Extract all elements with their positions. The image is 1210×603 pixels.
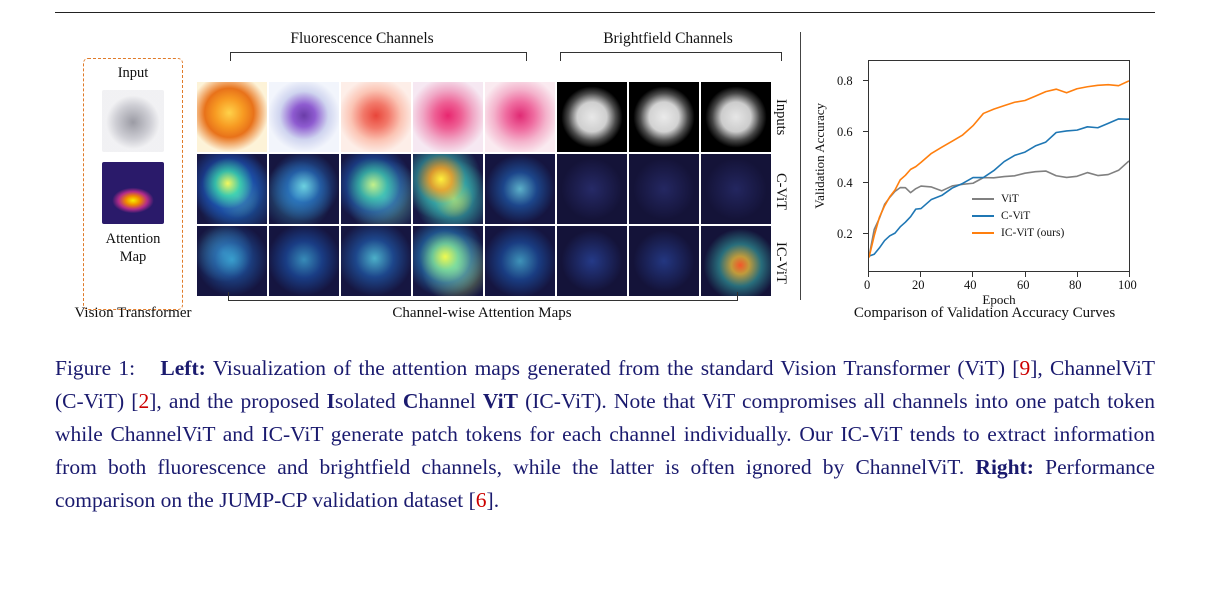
legend-swatch-cvit [972,215,994,217]
legend-item-icvit [972,224,1064,241]
chart-ylabel: Validation Accuracy [812,103,827,209]
legend-swatch-vit [972,198,994,200]
chart-xlabel: Epoch [982,292,1016,307]
caption-text-6: (IC-ViT). Note that ViT compromises all channels into one patch token while ChannelViT and IC-ViT generate patch tokens for each channel individually. Our IC-ViT tends to extract information from both fluorescence and brightfield channels, while the latter is often ignored by ChannelViT. [55,389,1155,479]
caption-right-bold: Right: [975,455,1034,479]
channelwise-bracket [228,292,738,301]
chart-xtickmark-0 [868,272,869,277]
chart-xtick-60: 60 [1017,278,1030,292]
citation-6: 6 [475,488,487,512]
brightfield-group-label: Brightfield Channels [603,30,733,47]
legend-item-cvit [972,207,1064,224]
chart-xtick-0: 0 [864,278,871,292]
cell-icvit-bright-2 [629,226,699,296]
chart-xtick-40: 40 [964,278,977,292]
fluorescence-group-label: Fluorescence Channels [290,30,434,47]
chart-xtick-80: 80 [1069,278,1082,292]
legend-label-cvit: C-ViT [1001,209,1031,222]
fluorescence-bracket [230,52,527,61]
chart-xtickmark-20 [920,272,921,277]
citation-2: 2 [138,389,150,413]
caption-text-1: Visualization of the attention maps generated from the standard Vision Transformer (ViT) [ [205,356,1020,380]
cell-icvit-fluor-4 [413,226,483,296]
chart-ytick-0.8: 0.8 [837,74,853,88]
validation-accuracy-chart [812,48,1157,313]
cell-icvit-bright-3 [701,226,771,296]
caption-left-bold: Left: [160,356,206,380]
cell-inputs-fluor-2 [269,82,339,152]
brightfield-bracket [560,52,782,61]
cell-cvit-bright-2 [629,154,699,224]
chart-ytick-0.6: 0.6 [837,125,853,139]
chart-xtick-100: 100 [1118,278,1137,292]
caption-bold-i: I [326,389,335,413]
cell-inputs-fluor-1 [197,82,267,152]
legend-swatch-icvit [972,232,994,234]
figure-1 [0,20,1210,330]
chart-xtickmark-80 [1077,272,1078,277]
figure-divider [800,32,801,300]
attention-map-thumbnail [102,162,164,224]
input-image-thumbnail [102,90,164,152]
figure-label: Figure 1: [55,356,136,380]
caption-text-5: hannel [418,389,483,413]
cell-cvit-fluor-3 [341,154,411,224]
row-label-cvit: C-ViT [773,172,789,210]
input-panel [83,58,183,310]
cell-cvit-fluor-1 [197,154,267,224]
bottom-label-channelwise: Channel-wise Attention Maps [392,305,572,321]
cell-cvit-bright-3 [701,154,771,224]
citation-9: 9 [1019,356,1031,380]
cell-cvit-bright-1 [557,154,627,224]
cell-icvit-fluor-1 [197,226,267,296]
caption-text-7: Performance comparison on the JUMP-CP validation dataset [ [55,455,1155,512]
cell-inputs-fluor-5 [485,82,555,152]
chart-xtickmark-40 [972,272,973,277]
cell-icvit-fluor-2 [269,226,339,296]
figure-caption [55,352,1155,517]
caption-text-2: ], ChannelViT (C-ViT) [ [55,356,1155,413]
chart-legend [972,190,1064,241]
caption-bold-c: C [402,389,419,413]
cell-inputs-fluor-4 [413,82,483,152]
input-panel-title: Input [117,65,149,81]
cell-icvit-fluor-3 [341,226,411,296]
row-label-icvit: IC-ViT [773,242,789,284]
bottom-label-vision-transformer: Vision Transformer [74,305,192,321]
chart-ytick-0.4: 0.4 [837,176,853,190]
caption-bold-vit: ViT [482,389,518,413]
cell-inputs-bright-2 [629,82,699,152]
legend-label-vit: ViT [1001,192,1019,205]
attention-map-label-line1: Attention [105,231,161,247]
cell-icvit-bright-1 [557,226,627,296]
chart-xtickmark-100 [1129,272,1130,277]
cell-cvit-fluor-4 [413,154,483,224]
chart-xtickmark-60 [1025,272,1026,277]
cell-cvit-fluor-2 [269,154,339,224]
caption-text-3: ], and the proposed [149,389,327,413]
row-label-inputs: Inputs [773,98,789,136]
caption-text-8: ]. [486,488,500,512]
cell-inputs-bright-3 [701,82,771,152]
header-rule [55,12,1155,13]
chart-xtick-20: 20 [912,278,925,292]
attention-map-label-line2: Map [119,249,147,265]
caption-text-4: solated [334,389,403,413]
cell-icvit-fluor-5 [485,226,555,296]
legend-item-vit [972,190,1064,207]
cell-inputs-fluor-3 [341,82,411,152]
bottom-label-comparison: Comparison of Validation Accuracy Curves [853,305,1116,321]
chart-ytick-0.2: 0.2 [837,227,853,241]
legend-label-icvit: IC-ViT (ours) [1001,226,1065,239]
cell-inputs-bright-1 [557,82,627,152]
cell-cvit-fluor-5 [485,154,555,224]
